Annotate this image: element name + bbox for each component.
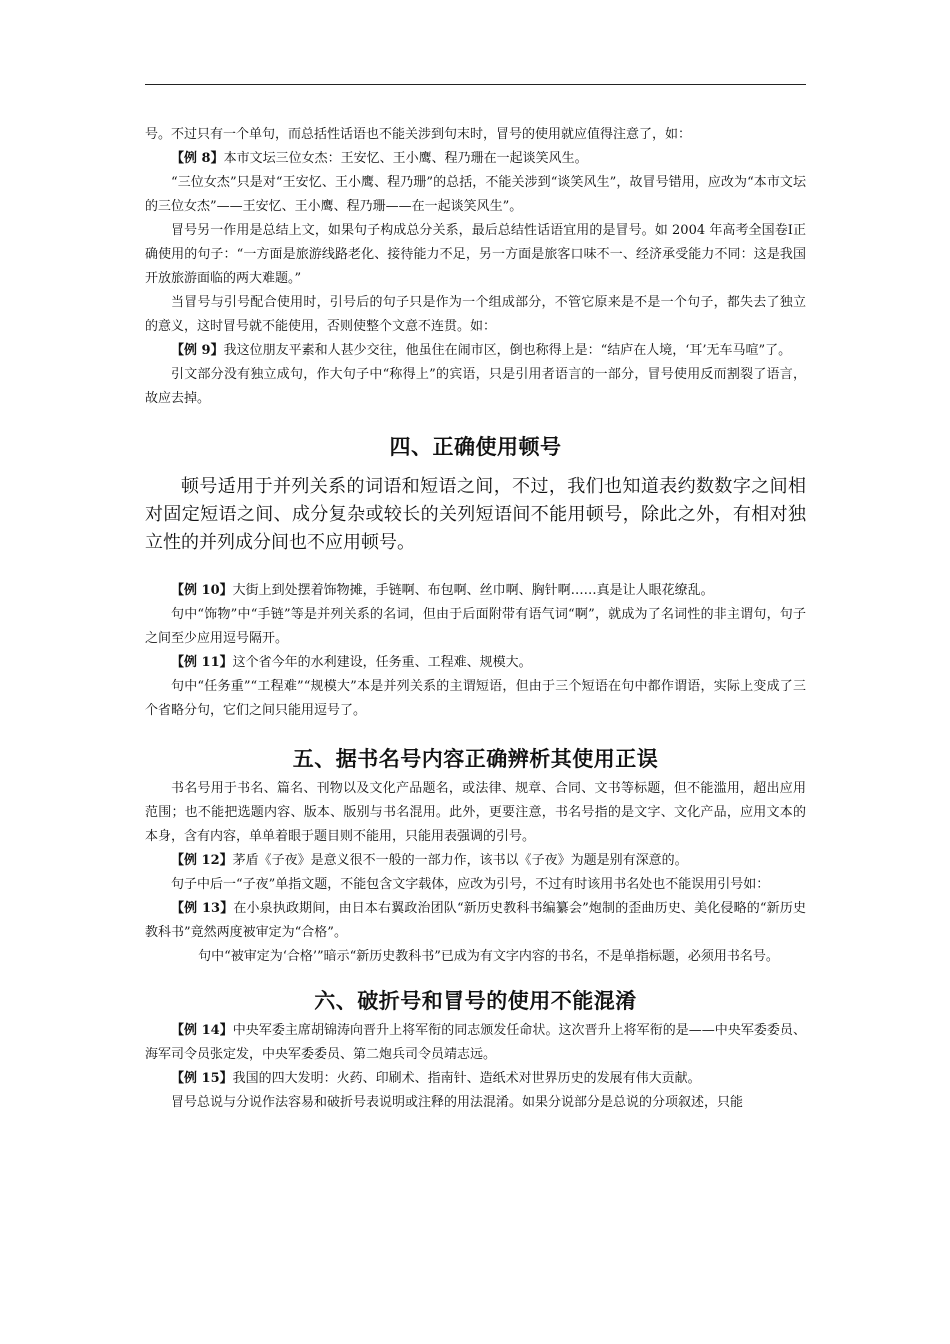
example-14-label: 【例 14】 bbox=[171, 1023, 233, 1038]
paragraph-example-8-analysis: “三位女杰”只是对“王安忆、王小鹰、程乃珊”的总括，不能关涉到“谈笑风生”，故冒号错用，应改为“本市文坛的三位女杰”——王安忆、王小鹰、程乃珊——在一起谈笑风生”。 bbox=[145, 175, 806, 214]
example-13-text: 在小泉执政期间，由日本右翼政治团队“新历史教科书编纂会”炮制的歪曲历史、美化侵略的“新历史教科书”竟然两度被审定为“合格”。 bbox=[145, 901, 806, 940]
section-4-heading: 四、正确使用顿号 bbox=[389, 434, 562, 459]
section-4-intro: 顿号适用于并列关系的词语和短语之间，不过，我们也知道表约数数字之间相对固定短语之间、成分复杂或较长的关列短语间不能用顿号，除此之外，有相对独立性的并列成分间也不应用顿号。 bbox=[145, 476, 806, 553]
section-6-heading: 六、破折号和冒号的使用不能混淆 bbox=[314, 988, 637, 1013]
paragraph-colon-intro: 号。不过只有一个单句，而总括性话语也不能关涉到句末时，冒号的使用就应值得注意了，如： bbox=[145, 127, 692, 142]
example-10-label: 【例 10】 bbox=[171, 583, 233, 598]
section-5-heading: 五、据书名号内容正确辨析其使用正误 bbox=[292, 746, 659, 771]
example-12-text: 茅盾《子夜》是意义很不一般的一部力作，该书以《子夜》为题是别有深意的。 bbox=[232, 853, 688, 868]
paragraph-example-12-analysis: 句子中后一“子夜”单指文题，不能包含文字载体，应改为引号，不过有时该用书名处也不能误用引号如： bbox=[171, 877, 770, 892]
paragraph-example-10-analysis: 句中“饰物”中“手链”等是并列关系的名词，但由于后面附带有语气词“啊”，就成为了名词性的非主谓句，句子之间至少应用逗号隔开。 bbox=[145, 607, 806, 646]
header-rule bbox=[145, 84, 806, 85]
paragraph-example-9-analysis: 引文部分没有独立成句，作大句子中“称得上”的宾语，只是引用者语言的一部分，冒号使用反而割裂了语言，故应去掉。 bbox=[145, 367, 806, 406]
example-10 bbox=[145, 579, 806, 603]
example-14-text: 中央军委主席胡锦涛向晋升上将军衔的同志颁发任命状。这次晋升上将军衔的是——中央军委委员、海军司令员张定发，中央军委委员、第二炮兵司令员靖志远。 bbox=[145, 1023, 806, 1062]
example-11-label: 【例 11】 bbox=[171, 655, 233, 670]
paragraph-colon-with-quotes: 当冒号与引号配合使用时，引号后的句子只是作为一个组成部分，不管它原来是不是一个句子，都失去了独立的意义，这时冒号就不能使用，否则使整个文意不连贯。如： bbox=[145, 295, 806, 334]
paragraph-example-11-analysis: 句中“任务重”“工程难”“规模大”本是并列关系的主谓短语，但由于三个短语在句中都作谓语，实际上变成了三个省略分句，它们之间只能用逗号了。 bbox=[145, 679, 806, 718]
document-body bbox=[145, 123, 806, 1115]
example-9-label: 【例 9】 bbox=[171, 343, 224, 358]
example-13 bbox=[145, 897, 806, 945]
example-8 bbox=[145, 147, 806, 171]
paragraph-colon-vs-dash: 冒号总说与分说作法容易和破折号表说明或注释的用法混淆。如果分说部分是总说的分项叙述，只能 bbox=[171, 1095, 744, 1110]
example-12-label: 【例 12】 bbox=[171, 853, 233, 868]
example-10-text: 大街上到处摆着饰物摊，手链啊、布包啊、丝巾啊、胸针啊……真是让人眼花缭乱。 bbox=[232, 583, 714, 598]
paragraph-colon-summary: 冒号另一作用是总结上文，如果句子构成总分关系，最后总结性话语宜用的是冒号。如 2004 年高考全国卷Ⅰ正确使用的句子：“一方面是旅游线路老化、接待能力不足，另一方面是旅客口味不一、经济承受能力不同：这是我国开放旅游面临的两大难题。” bbox=[145, 223, 806, 286]
example-8-label: 【例 8】 bbox=[171, 151, 224, 166]
example-15-label: 【例 15】 bbox=[171, 1071, 233, 1086]
example-15-text: 我国的四大发明：火药、印刷术、指南针、造纸术对世界历史的发展有伟大贡献。 bbox=[232, 1071, 701, 1086]
example-14 bbox=[145, 1019, 806, 1067]
example-12 bbox=[145, 849, 806, 873]
example-9-text: 我这位朋友平素和人甚少交往，他虽住在闹市区，倒也称得上是：“结庐在人境，‘耳’无车马喧”了。 bbox=[223, 343, 792, 358]
example-11-text: 这个省今年的水利建设，任务重、工程难、规模大。 bbox=[232, 655, 532, 670]
paragraph-example-13-analysis: 句中“被审定为‘合格’”暗示“新历史教科书”已成为有文字内容的书名，不是单指标题，必须用书名号。 bbox=[198, 949, 779, 964]
example-15 bbox=[145, 1067, 806, 1091]
example-13-label: 【例 13】 bbox=[171, 901, 234, 916]
example-11 bbox=[145, 651, 806, 675]
paragraph-title-marks: 书名号用于书名、篇名、刊物以及文化产品题名，或法律、规章、合同、文书等标题，但不能滥用，超出应用范围；也不能把选题内容、版本、版别与书名混用。此外，更要注意，书名号指的是文字、文化产品，应用文本的本身，含有内容，单单着眼于题目则不能用，只能用表强调的引号。 bbox=[145, 781, 806, 844]
example-8-text: 本市文坛三位女杰：王安忆、王小鹰、程乃珊在一起谈笑风生。 bbox=[223, 151, 588, 166]
example-9 bbox=[145, 339, 806, 363]
